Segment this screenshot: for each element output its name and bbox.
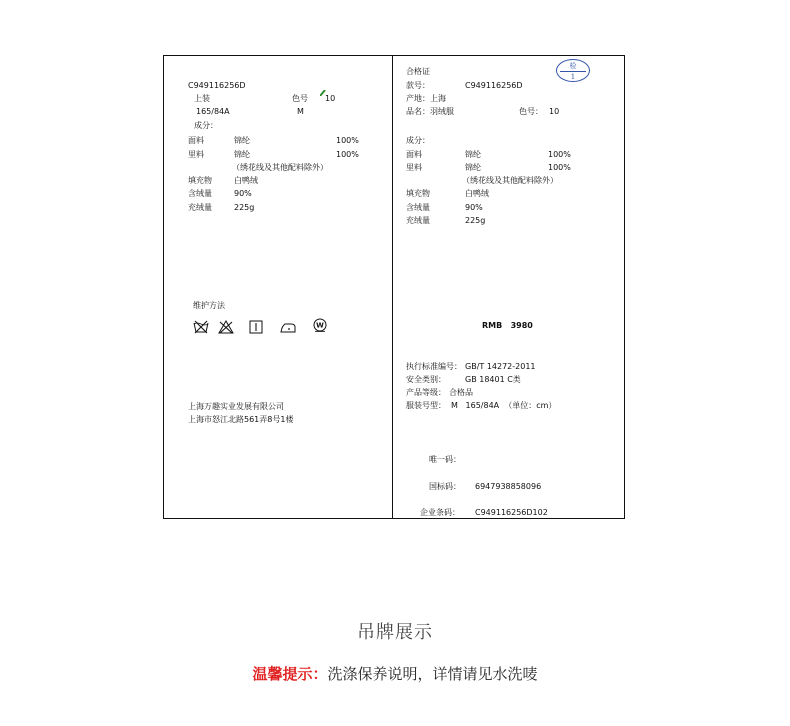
enterprise-code-value: C949116256D102 <box>475 508 548 517</box>
size-value-right: M 165/84A （单位：cm） <box>451 401 557 410</box>
company-name: 上海万趣实业发展有限公司 <box>188 402 284 411</box>
grade-value: 合格品 <box>449 388 473 397</box>
origin: 产地：上海 <box>406 94 446 103</box>
size-code: 165/84A <box>196 107 230 116</box>
stamp-bottom: 1 <box>570 73 576 81</box>
tip-prefix: 温馨提示： <box>252 665 328 683</box>
category: 上装 <box>194 94 210 103</box>
filling-value: 白鸭绒 <box>234 176 258 185</box>
section-title: 吊牌展示 <box>357 622 433 643</box>
style-value: C949116256D <box>465 81 523 90</box>
shell-label-right: 面料 <box>406 150 422 159</box>
enterprise-code-label: 企业条码： <box>420 508 460 517</box>
unique-code-label: 唯一码： <box>429 455 461 464</box>
tumble-dry-icon <box>248 320 264 334</box>
filling-label: 填充物 <box>188 176 212 185</box>
care-title: 维护方法 <box>193 301 225 310</box>
stamp-line <box>560 71 586 72</box>
exclusion-note-right: （绣花线及其他配料除外） <box>462 176 558 185</box>
lining-material-right: 锦纶 <box>465 163 481 172</box>
iron-low-icon <box>280 320 296 334</box>
barcode-label: 国标码： <box>429 482 461 491</box>
certificate-title: 合格证 <box>406 67 430 76</box>
style-label: 款号： <box>406 81 430 90</box>
lining-label-right: 里料 <box>406 163 422 172</box>
composition-label: 成分： <box>194 121 218 130</box>
svg-text:W: W <box>316 321 324 330</box>
safety-label: 安全类别： <box>406 375 446 384</box>
filling-value-right: 白鸭绒 <box>465 189 489 198</box>
color-value: 10 <box>325 94 336 103</box>
fill-weight-value-right: 225g <box>465 216 486 225</box>
shell-label: 面料 <box>188 136 204 145</box>
do-not-wash-icon <box>193 320 209 334</box>
size-label-right: 服装号型： <box>406 401 446 410</box>
professional-wet-clean-icon <box>312 318 328 332</box>
lining-percent-right: 100% <box>548 163 571 172</box>
do-not-bleach-icon <box>218 320 234 334</box>
filling-label-right: 填充物 <box>406 189 430 198</box>
shell-percent-right: 100% <box>548 150 571 159</box>
lining-percent: 100% <box>336 150 359 159</box>
down-content-label: 含绒量 <box>188 189 212 198</box>
lining-material: 锦纶 <box>234 150 250 159</box>
safety-value: GB 18401 C类 <box>465 375 521 384</box>
down-content-label-right: 含绒量 <box>406 203 430 212</box>
standard-value: GB/T 14272-2011 <box>465 362 536 371</box>
standard-label: 执行标准编号： <box>406 362 462 371</box>
shell-material: 锦纶 <box>234 136 250 145</box>
size-letter: M <box>297 107 304 116</box>
shell-material-right: 锦纶 <box>465 150 481 159</box>
exclusion-note: （绣花线及其他配料除外） <box>232 163 328 172</box>
tip-text: 洗涤保养说明，详情请见水洗唛 <box>327 665 538 683</box>
fill-weight-label: 充绒量 <box>188 203 212 212</box>
product-name: 品名：羽绒服 <box>406 107 454 116</box>
company-address: 上海市怒江北路561弄8号1楼 <box>188 415 294 424</box>
lining-label: 里料 <box>188 150 204 159</box>
stamp-top: 检 <box>569 62 577 70</box>
grade-label: 产品等级： <box>406 388 446 397</box>
down-content-value-right: 90% <box>465 203 483 212</box>
inspection-stamp <box>556 59 590 82</box>
tag-divider <box>392 56 393 518</box>
fill-weight-label-right: 充绒量 <box>406 216 430 225</box>
barcode-value: 6947938858096 <box>475 482 542 491</box>
color-value-right: 10 <box>549 107 560 116</box>
color-label-right: 色号： <box>519 107 543 116</box>
fill-weight-value: 225g <box>234 203 255 212</box>
composition-label-right: 成分： <box>406 136 430 145</box>
price: RMB 3980 <box>482 321 533 330</box>
down-content-value: 90% <box>234 189 252 198</box>
hang-tag-card <box>163 55 625 519</box>
shell-percent: 100% <box>336 136 359 145</box>
color-label: 色号 <box>292 94 308 103</box>
care-tip <box>0 663 790 684</box>
style-number: C949116256D <box>188 81 246 90</box>
